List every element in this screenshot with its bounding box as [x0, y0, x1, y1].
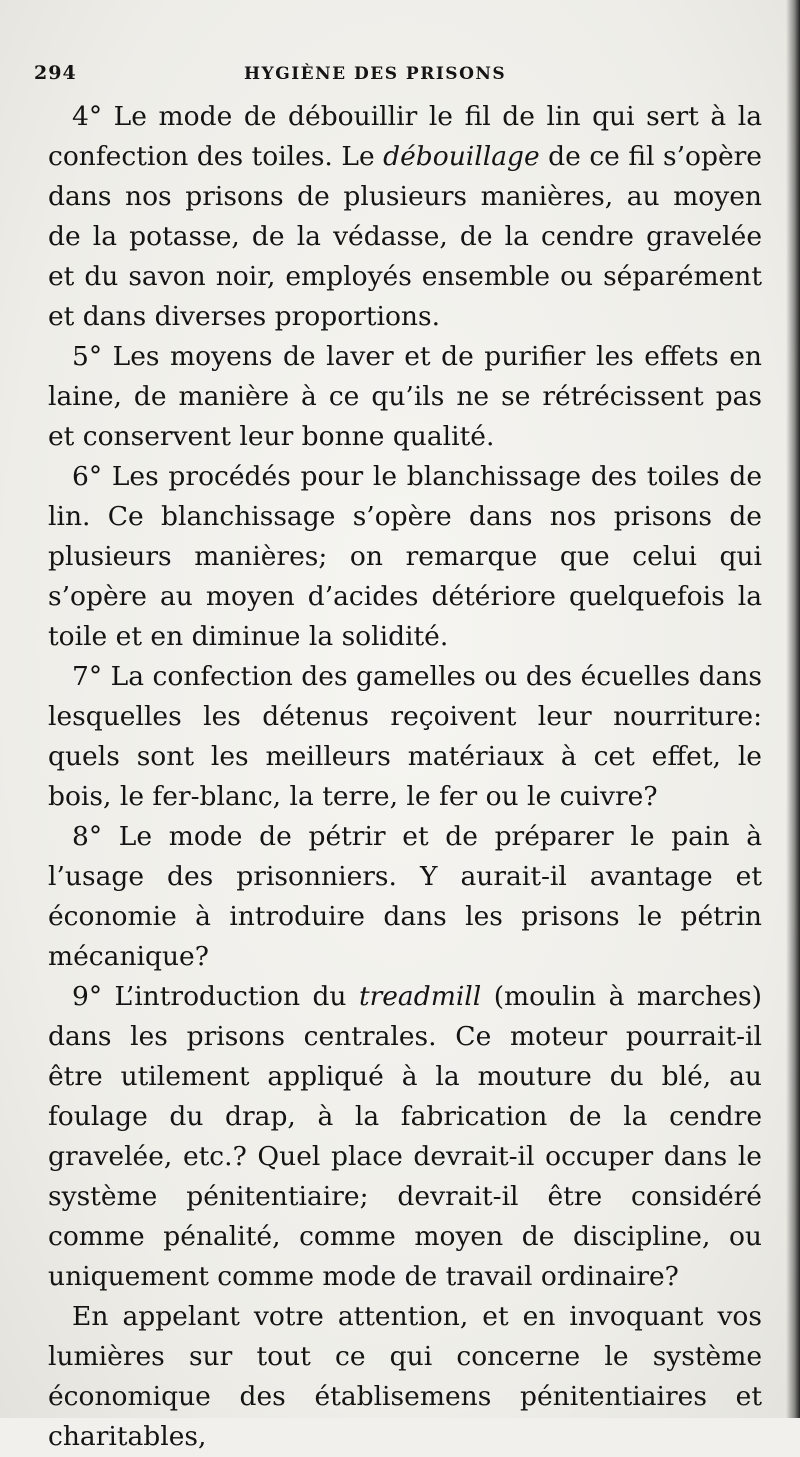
page-edge-shadow — [786, 0, 800, 1418]
closing-paragraph: En appelant votre attention, et en invoquant vos lumières sur tout ce qui concerne le système économique des établisemens pénitentiaires et charitables, — [48, 1301, 762, 1452]
italic-term: débouillage — [383, 141, 540, 172]
italic-term: treadmill — [358, 981, 482, 1012]
paragraph-text: 9° L’introduction du — [72, 981, 359, 1012]
running-title: HYGIÈNE DES PRISONS — [244, 64, 507, 84]
paragraph-text: (moulin à marches) dans les prisons centrales. Ce moteur pourrait-il être utilement appliqué à la mouture du blé, au foulage du drap, à la fabrication de la cendre gravelée, etc.? Quel place devrait-il occuper dans le système pénitentiaire; devrait-il être considéré comme pénalité, comme moyen de discipline, ou uniquement comme mode de travail ordinaire? — [48, 981, 762, 1292]
paragraph-item-6: 6° Les procédés pour le blanchissage des toiles de lin. Ce blanchissage s’opère dans nos prisons de plusieurs manières; on remarque que celui qui s’opère au moyen d’acides détériore quelquefois la toile et en diminue la solidité. — [48, 461, 762, 652]
page-number: 294 — [34, 62, 77, 84]
body-text — [48, 97, 762, 1457]
paragraph-item-5: 5° Les moyens de laver et de purifier les effets en laine, de manière à ce qu’ils ne se rétrécissent pas et conservent leur bonne qualité. — [48, 341, 762, 452]
paragraph-item-7: 7° La confection des gamelles ou des écuelles dans lesquelles les détenus reçoivent leur nourriture: quels sont les meilleurs matériaux à cet effet, le bois, le fer-blanc, la terre, le fer ou le cuivre? — [48, 661, 762, 812]
paragraph-text: de ce fil s’opère dans nos prisons de plusieurs manières, au moyen de la potasse, de la védasse, de la cendre gravelée et du savon noir, employés ensemble ou séparément et dans diverses proportions. — [48, 141, 762, 332]
paragraph-item-4 — [48, 97, 762, 337]
paragraph-item-8: 8° Le mode de pétrir et de préparer le pain à l’usage des prisonniers. Y aurait-il avantage et économie à introduire dans les prisons le pétrin mécanique? — [48, 821, 762, 972]
page-header — [34, 62, 764, 92]
paragraph-item-9 — [48, 977, 762, 1297]
paragraph-text: 4° Le mode de débouillir le fil de lin qui sert à la confection des toiles. Le — [48, 101, 762, 172]
